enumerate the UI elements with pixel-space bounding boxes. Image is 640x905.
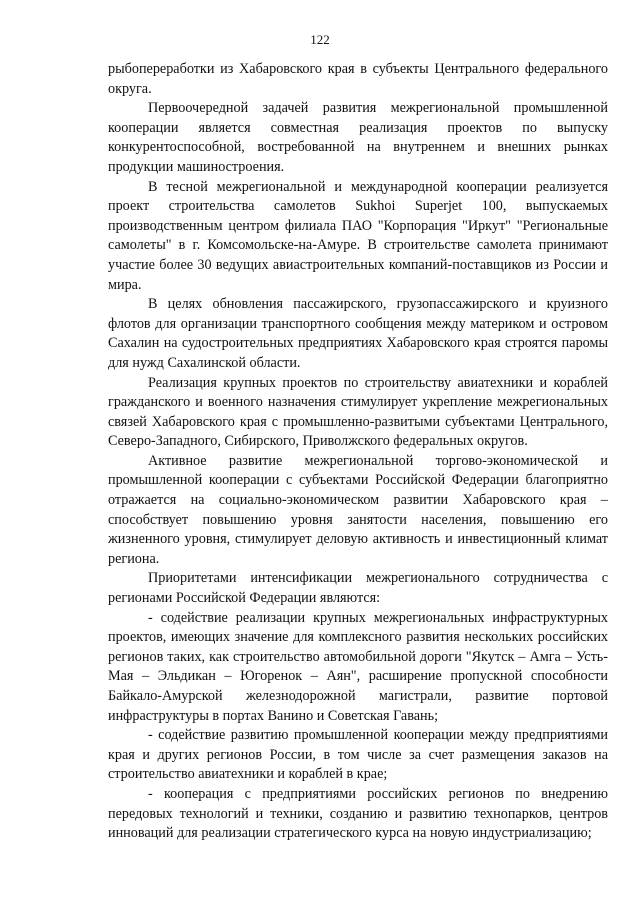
paragraph: В тесной межрегиональной и международной кооперации реализуется проект строительства самолетов Sukhoi Superjet 100, выпускаемых производственным центром филиала ПАО "Корпорация "Иркут" "Региональные самолеты" в г. Комсомольске-на-Амуре. В строительстве самолета принимают участие более 30 ведущих авиастроительных компаний-поставщиков из России и мира.	[108, 178, 608, 293]
paragraph: Реализация крупных проектов по строительству авиатехники и кораблей гражданского и военного назначения стимулирует укрепление межрегиональных связей Хабаровского края с промышленно-развитыми субъектами Центрального, Северо-Западного, Сибирского, Приволжского федеральных округов.	[108, 374, 608, 450]
page-number: 122	[310, 32, 330, 47]
list-item: - содействие развитию промышленной кооперации между предприятиями края и других регионов России, в том числе за счет размещения заказов на строительство авиатехники и кораблей в крае;	[108, 727, 608, 783]
paragraph-continuation: рыбопереработки из Хабаровского края в субъекты Центрального федерального округа.	[108, 61, 608, 97]
list-item: - содействие реализации крупных межрегиональных инфраструктурных проектов, имеющих значение для комплексного развития нескольких российских регионов таких, как строительство автомобильной дороги "Якутск – Амга – Усть-Мая – Эльдикан – Югоренок – Аян", расширение пропускной способности Байкало-Амурской железнодорожной магистрали, развитие портовой инфраструктуры в портах Ванино и Советская Гавань;	[108, 609, 608, 724]
list-item: - кооперация с предприятиями российских регионов по внедрению передовых технологий и техники, созданию и развитию технопарков, центров инноваций для реализации стратегического курса на новую индустриализацию;	[108, 785, 608, 842]
paragraph: Первоочередной задачей развития межрегиональной промышленной кооперации является совместная реализация проектов по выпуску конкурентоспособной, востребованной на внутреннем и внешних рынках продукции машиностроения.	[108, 100, 608, 175]
paragraph: Приоритетами интенсификации межрегионального сотрудничества с регионами Российской Федерации являются:	[108, 570, 608, 607]
paragraph: Активное развитие межрегиональной торгово-экономической и промышленной кооперации с субъектами Российской Федерации благоприятно отражается на социально-экономическом развитии Хабаровского края – способствует повышению уровня занятости населения, повышению его жизненного уровня, стимулирует деловую активность и инвестиционный климат региона.	[108, 452, 608, 567]
paragraph: В целях обновления пассажирского, грузопассажирского и круизного флотов для организации транспортного сообщения между материком и островом Сахалин на судостроительных предприятиях Хабаровского края строятся паромы для нужд Сахалинской области.	[108, 296, 608, 371]
document-body	[108, 60, 608, 844]
